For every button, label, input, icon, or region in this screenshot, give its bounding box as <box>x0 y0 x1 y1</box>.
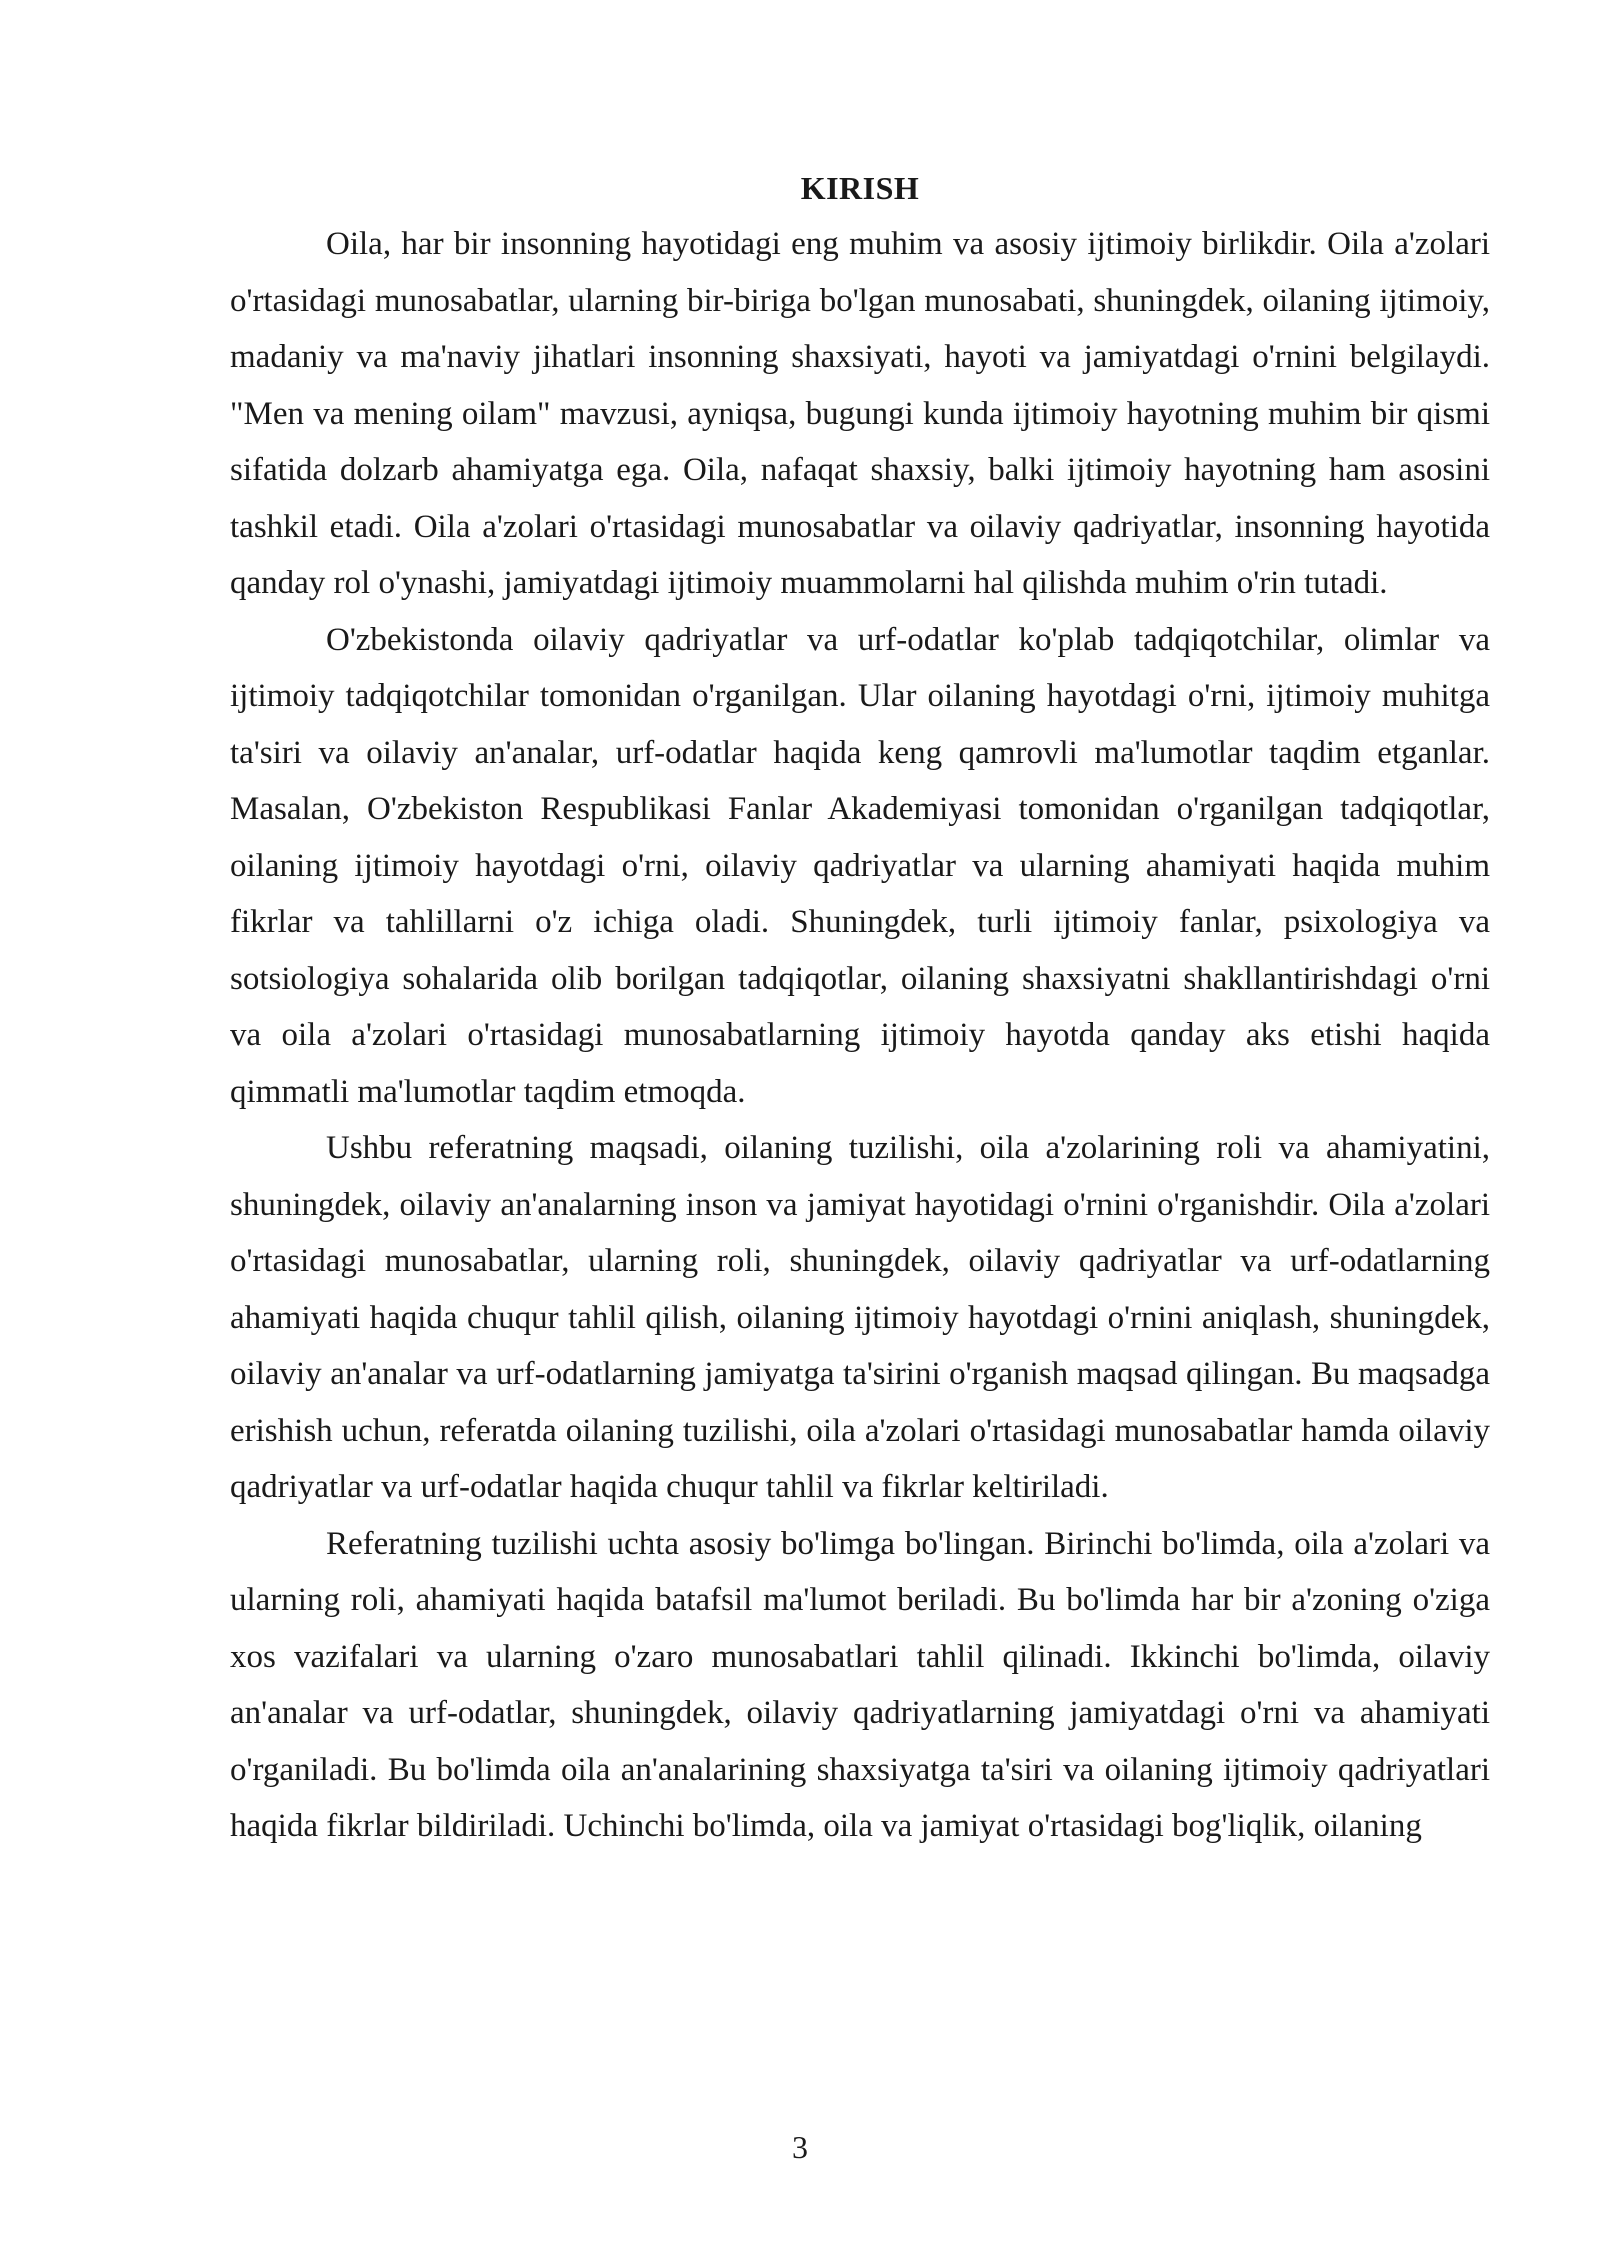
paragraph-4: Referatning tuzilishi uchta asosiy bo'limga bo'lingan. Birinchi bo'limda, oila a'zolari va ularning roli, ahamiyati haqida batafsil ma'lumot beriladi. Bu bo'limda har bir a'zoning o'ziga xos vazifalari va ularning o'zaro munosabatlari tahlil qilinadi. Ikkinchi bo'limda, oilaviy an'analar va urf-odatlar, shuningdek, oilaviy qadriyatlarning jamiyatdagi o'rni va ahamiyati o'rganiladi. Bu bo'limda oila an'analarining shaxsiyatga ta'siri va oilaning ijtimoiy qadriyatlari haqida fikrlar bildiriladi. Uchinchi bo'limda, oila va jamiyat o'rtasidagi bog'liqlik, oilaning <box>230 1525 1490 1844</box>
paragraph-1: Oila, har bir insonning hayotidagi eng muhim va asosiy ijtimoiy birlikdir. Oila a'zolari o'rtasidagi munosabatlar, ularning bir-biriga bo'lgan munosabati, shuningdek, oilaning ijtimoiy, madaniy va ma'naviy jihatlari insonning shaxsiyati, hayoti va jamiyatdagi o'rnini belgilaydi. "Men va mening oilam" mavzusi, ayniqsa, bugungi kunda ijtimoiy hayotning muhim bir qismi sifatida dolzarb ahamiyatga ega. Oila, nafaqat shaxsiy, balki ijtimoiy hayotning ham asosini tashkil etadi. Oila a'zolari o'rtasidagi munosabatlar va oilaviy qadriyatlar, insonning hayotida qanday rol o'ynashi, jamiyatdagi ijtimoiy muammolarni hal qilishda muhim o'rin tutadi. <box>230 226 1490 601</box>
section-title: KIRISH <box>800 170 920 206</box>
page-number: 3 <box>792 2129 808 2165</box>
page-content <box>230 160 1490 1855</box>
paragraph-2: O'zbekistonda oilaviy qadriyatlar va urf-odatlar ko'plab tadqiqotchilar, olimlar va ijtimoiy tadqiqotchilar tomonidan o'rganilgan. Ular oilaning hayotdagi o'rni, ijtimoiy muhitga ta'siri va oilaviy an'analar, urf-odatlar haqida keng qamrovli ma'lumotlar taqdim etganlar. Masalan, O'zbekiston Respublikasi Fanlar Akademiyasi tomonidan o'rganilgan tadqiqotlar, oilaning ijtimoiy hayotdagi o'rni, oilaviy qadriyatlar va ularning ahamiyati haqida muhim fikrlar va tahlillarni o'z ichiga oladi. Shuningdek, turli ijtimoiy fanlar, psixologiya va sotsiologiya sohalarida olib borilgan tadqiqotlar, oilaning shaxsiyatni shakllantirishdagi o'rni va oila a'zolari o'rtasidagi munosabatlarning ijtimoiy hayotda qanday aks etishi haqida qimmatli ma'lumotlar taqdim etmoqda. <box>230 621 1490 1110</box>
paragraph-3: Ushbu referatning maqsadi, oilaning tuzilishi, oila a'zolarining roli va ahamiyatini, shuningdek, oilaviy an'analarning inson va jamiyat hayotidagi o'rnini o'rganishdir. Oila a'zolari o'rtasidagi munosabatlar, ularning roli, shuningdek, oilaviy qadriyatlar va urf-odatlarning ahamiyati haqida chuqur tahlil qilish, oilaning ijtimoiy hayotdagi o'rnini aniqlash, shuningdek, oilaviy an'analar va urf-odatlarning jamiyatga ta'sirini o'rganish maqsad qilingan. Bu maqsadga erishish uchun, referatda oilaning tuzilishi, oila a'zolari o'rtasidagi munosabatlar hamda oilaviy qadriyatlar va urf-odatlar haqida chuqur tahlil va fikrlar keltiriladi. <box>230 1130 1490 1505</box>
